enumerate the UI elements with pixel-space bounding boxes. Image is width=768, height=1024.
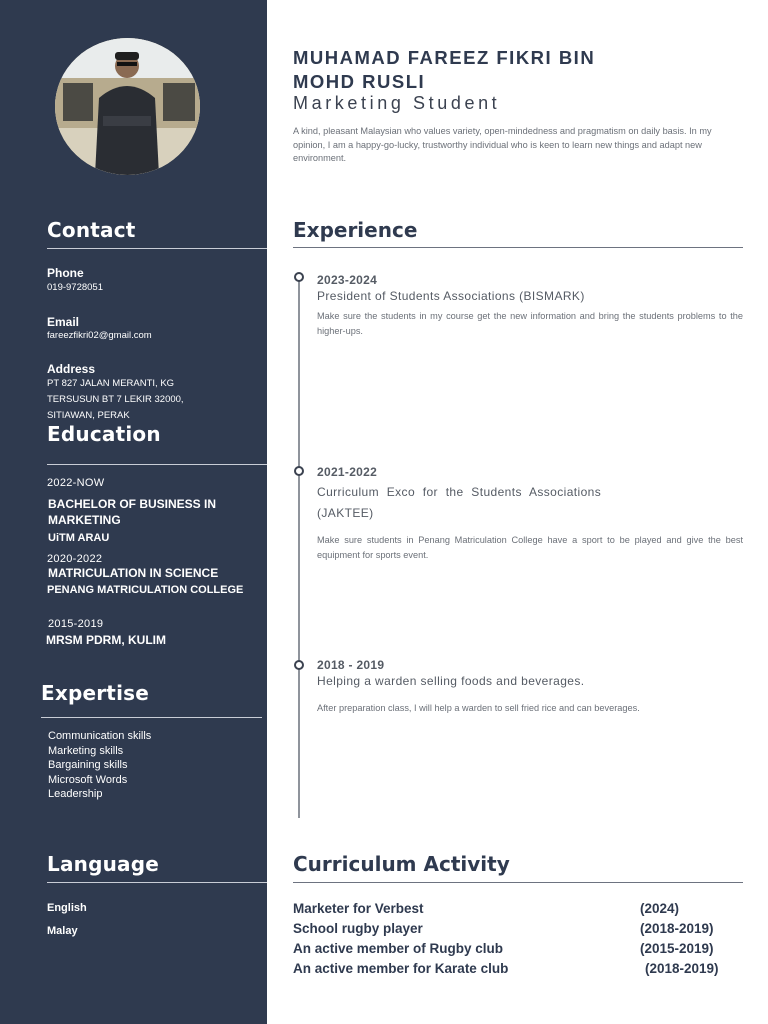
language-heading: Language (47, 852, 160, 876)
contact-divider (47, 248, 267, 249)
full-name (293, 46, 595, 94)
job-title: Marketing Student (293, 93, 501, 113)
experience-3-description: After preparation class, I will help a warden to sell fried rice and can beverages. (317, 703, 640, 713)
contact-heading: Contact (47, 218, 136, 242)
experience-1-description: Make sure the students in my course get the new information and bring the students problems to the higher-ups. (317, 311, 743, 336)
skill-item: Communication skills (48, 730, 152, 742)
address-line-1: PT 827 JALAN MERANTI, KG (47, 378, 175, 389)
language-divider (47, 882, 267, 883)
education-divider (47, 464, 267, 465)
timeline-dot (294, 660, 304, 670)
experience-timeline (298, 276, 300, 818)
name-line-2: MOHD RUSLI (293, 71, 426, 92)
activity-2-years: (2018-2019) (640, 921, 714, 936)
expertise-list (48, 729, 151, 802)
experience-1-years: 2023-2024 (317, 273, 378, 287)
education-3-years: 2015-2019 (48, 618, 104, 630)
experience-heading: Experience (293, 218, 418, 242)
activity-3-years: (2015-2019) (640, 941, 714, 956)
activity-divider (293, 882, 743, 883)
activity-1-years: (2024) (640, 901, 680, 916)
skill-item: Microsoft Words (48, 773, 128, 786)
timeline-dot (294, 466, 304, 476)
profile-photo-illustration (55, 38, 200, 175)
name-line-1: MUHAMAD FAREEZ FIKRI BIN (293, 47, 596, 68)
language-item-malay: Malay (47, 925, 78, 937)
expertise-heading: Expertise (41, 681, 149, 705)
experience-1-title: President of Students Associations (BISMARK) (317, 289, 585, 303)
education-heading: Education (47, 422, 161, 446)
activity-1-name: Marketer for Verbest (293, 901, 424, 916)
email-value: fareezfikri02@gmail.com (47, 330, 152, 341)
activity-3-name: An active member of Rugby club (293, 941, 504, 956)
education-2-title: MATRICULATION IN SCIENCE (48, 566, 219, 580)
expertise-divider (41, 717, 262, 718)
address-line-2: TERSUSUN BT 7 LEKIR 32000, (47, 394, 184, 405)
activity-4-name: An active member for Karate club (293, 961, 509, 976)
activity-2-name: School rugby player (293, 921, 423, 936)
education-1-years: 2022-NOW (47, 477, 105, 489)
activity-4-years: (2018-2019) (645, 961, 719, 976)
phone-value: 019-9728051 (47, 282, 103, 293)
phone-label: Phone (47, 266, 84, 280)
language-item-english: English (47, 902, 87, 914)
education-3-school: MRSM PDRM, KULIM (46, 633, 166, 647)
education-1-title-line-1: BACHELOR OF BUSINESS IN (48, 497, 217, 511)
experience-3-title: Helping a warden selling foods and beverages. (317, 674, 585, 688)
email-label: Email (47, 315, 80, 329)
experience-2-title-line-2: (JAKTEE) (317, 506, 374, 520)
experience-2-description: Make sure students in Penang Matriculation College have a sport to be played and give the best equipment for sports event. (317, 535, 743, 560)
address-line-3: SITIAWAN, PERAK (47, 410, 130, 421)
address-label: Address (47, 362, 96, 376)
experience-2-title-line-1: Curriculum Exco for the Students Associations (317, 485, 602, 499)
timeline-dot (294, 272, 304, 282)
activity-heading: Curriculum Activity (293, 852, 510, 876)
education-1-school: UiTM ARAU (48, 532, 110, 544)
experience-3-years: 2018 - 2019 (317, 658, 385, 672)
education-1-title-line-2: MARKETING (48, 513, 121, 527)
experience-2-years: 2021-2022 (317, 465, 378, 479)
skill-item: Leadership (48, 788, 103, 801)
skill-item: Marketing skills (48, 744, 124, 757)
sidebar (0, 0, 267, 1024)
profile-summary: A kind, pleasant Malaysian who values variety, open-mindedness and pragmatism on daily basis. In my opinion, I am a happy-go-lucky, trustworthy individual who is keen to learn new things and adapt new environment. (293, 126, 712, 163)
education-2-school: PENANG MATRICULATION COLLEGE (47, 584, 244, 596)
experience-divider (293, 247, 743, 248)
education-2-years: 2020-2022 (47, 553, 103, 565)
profile-photo (55, 38, 200, 175)
skill-item: Bargaining skills (48, 759, 128, 772)
